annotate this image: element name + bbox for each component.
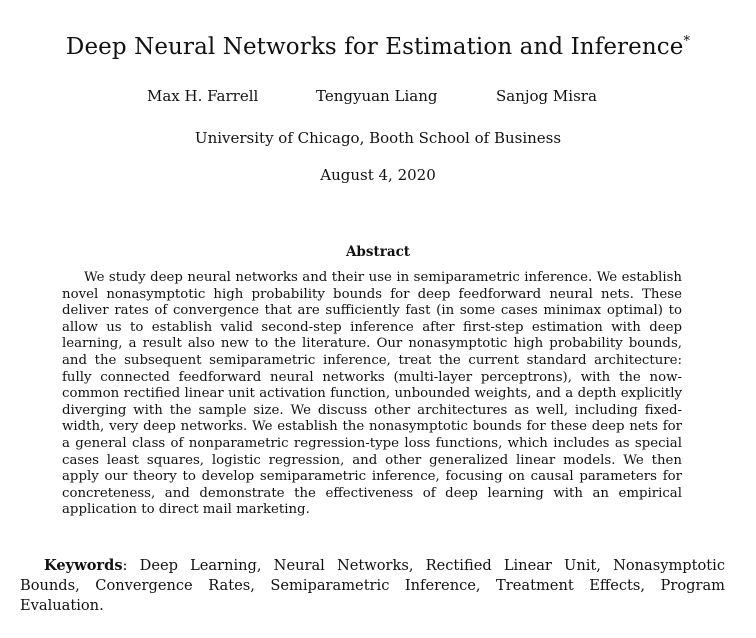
keywords-text: : Deep Learning, Neural Networks, Rectified Linear Unit, Nonasymptotic Bounds, Convergence Rates, Semiparametric Inference, Treatment Effects, Program Evaluation. <box>20 557 725 614</box>
keywords-paragraph <box>20 556 725 616</box>
abstract-heading: Abstract <box>345 244 411 260</box>
publication-date: August 4, 2020 <box>320 166 436 184</box>
author-name: Max H. Farrell <box>147 87 259 105</box>
author-name: Tengyuan Liang <box>316 87 438 105</box>
keywords-label: Keywords <box>44 557 123 574</box>
abstract-body: We study deep neural networks and their use in semiparametric inference. We establish novel nonasymptotic high probability bounds for deep feedforward neural nets. These deliver rates of convergence that are sufficiently fast (in some cases minimax optimal) to allow us to establish valid second-step inference after first-step estimation with deep learning, a result also new to the literature. Our nonasymptotic high probability bounds, and the subsequent semiparametric inference, treat the current standard architecture: fully connected feedforward neural networks (multi-layer perceptrons), with the now-common rectified linear unit activation function, unbounded weights, and a depth explicitly diverging with the sample size. We discuss other architectures as well, including fixed-width, very deep networks. We establish the nonasymptotic bounds for these deep nets for a general class of nonparametric regression-type loss functions, which includes as special cases least squares, logistic regression, and other generalized linear models. We then apply our theory to develop semiparametric inference, focusing on causal parameters for concreteness, and demonstrate the effectiveness of deep learning with an empirical application to direct mail marketing. <box>62 270 682 518</box>
author-list <box>0 87 756 109</box>
paper-title <box>0 34 756 60</box>
affiliation: University of Chicago, Booth School of Business <box>194 129 562 147</box>
paper-title-text: Deep Neural Networks for Estimation and Inference <box>65 34 684 60</box>
author-name: Sanjog Misra <box>496 87 597 105</box>
title-footnote-mark: * <box>683 34 691 49</box>
